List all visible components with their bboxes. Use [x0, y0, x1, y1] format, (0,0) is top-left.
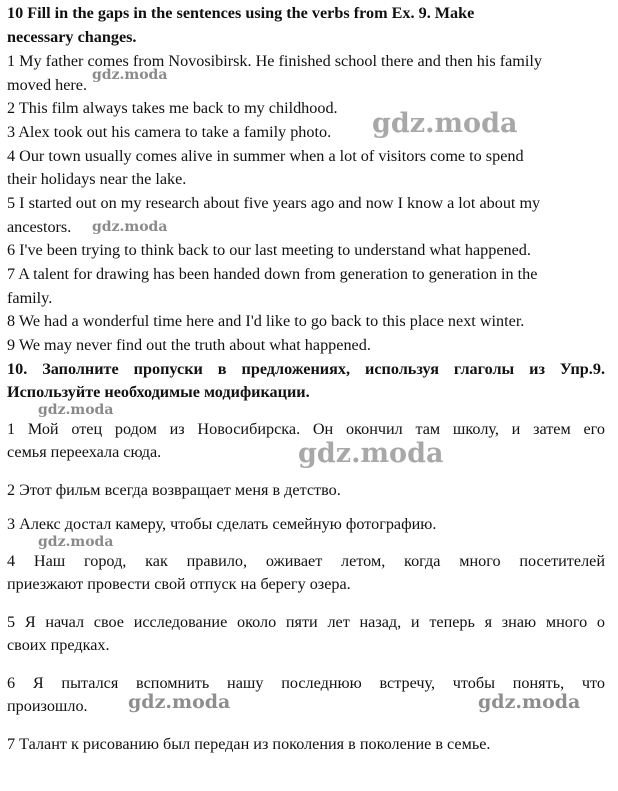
- sentence-en-2: 2 This film always takes me back to my childhood.: [7, 99, 338, 117]
- sentence-ru-5-cont: своих предках.: [7, 636, 110, 654]
- watermark: gdz.moda: [478, 691, 581, 713]
- sentence-ru-5: 5 Я начал свое исследование около пяти лет назад, и теперь я знаю много о: [7, 613, 605, 631]
- sentence-en-4: 4 Our town usually comes alive in summer when a lot of visitors come to spend: [7, 147, 524, 165]
- sentence-en-4-cont: their holidays near the lake.: [7, 170, 187, 188]
- watermark: gdz.moda: [38, 402, 114, 418]
- sentence-en-8: 8 We had a wonderful time here and I'd like to go back to this place next winter.: [7, 312, 525, 330]
- watermark: gdz.moda: [38, 534, 114, 550]
- sentence-ru-1-cont: семья переехала сюда.: [7, 443, 162, 461]
- sentence-en-5: 5 I started out on my research about five years ago and now I know a lot about my: [7, 194, 541, 212]
- sentence-ru-3: 3 Алекс достал камеру, чтобы сделать семейную фотографию.: [7, 515, 437, 533]
- watermark: gdz.moda: [92, 67, 168, 83]
- sentence-en-7: 7 A talent for drawing has been handed down from generation to generation in the: [7, 265, 538, 283]
- watermark: gdz.moda: [92, 219, 168, 235]
- sentence-en-5-cont: ancestors.: [7, 218, 72, 236]
- sentence-ru-6-cont: произошло.: [7, 697, 88, 715]
- watermark: gdz.moda: [128, 691, 231, 713]
- exercise-heading-en-cont: necessary changes.: [7, 28, 137, 46]
- sentence-en-9: 9 We may never find out the truth about what happened.: [7, 336, 371, 354]
- sentence-en-1-cont: moved here.: [7, 76, 88, 94]
- sentence-ru-2: 2 Этот фильм всегда возвращает меня в детство.: [7, 481, 341, 499]
- exercise-heading-ru: 10. Заполните пропуски в предложениях, используя глаголы из Упр.9.: [7, 360, 605, 378]
- sentence-en-7-cont: family.: [7, 289, 53, 307]
- sentence-ru-4: 4 Наш город, как правило, оживает летом, когда много посетителей: [7, 552, 605, 570]
- sentence-ru-4-cont: приезжают провести свой отпуск на берегу озера.: [7, 575, 351, 593]
- watermark: gdz.moda: [372, 108, 518, 139]
- watermark: gdz.moda: [298, 438, 444, 469]
- sentence-en-6: 6 I've been trying to think back to our last meeting to understand what happened.: [7, 241, 531, 259]
- sentence-en-1: 1 My father comes from Novosibirsk. He finished school there and then his family: [7, 52, 542, 70]
- sentence-ru-6: 6 Я пытался вспомнить нашу последнюю встречу, чтобы понять, что: [7, 674, 605, 692]
- exercise-heading-en: 10 Fill in the gaps in the sentences using the verbs from Ex. 9. Make: [7, 4, 475, 22]
- sentence-ru-1: 1 Мой отец родом из Новосибирска. Он окончил там школу, и затем его: [7, 420, 605, 438]
- exercise-heading-ru-cont: Используйте необходимые модификации.: [7, 383, 310, 401]
- sentence-ru-7: 7 Талант к рисованию был передан из поколения в поколение в семье.: [7, 735, 491, 753]
- sentence-en-3: 3 Alex took out his camera to take a family photo.: [7, 123, 332, 141]
